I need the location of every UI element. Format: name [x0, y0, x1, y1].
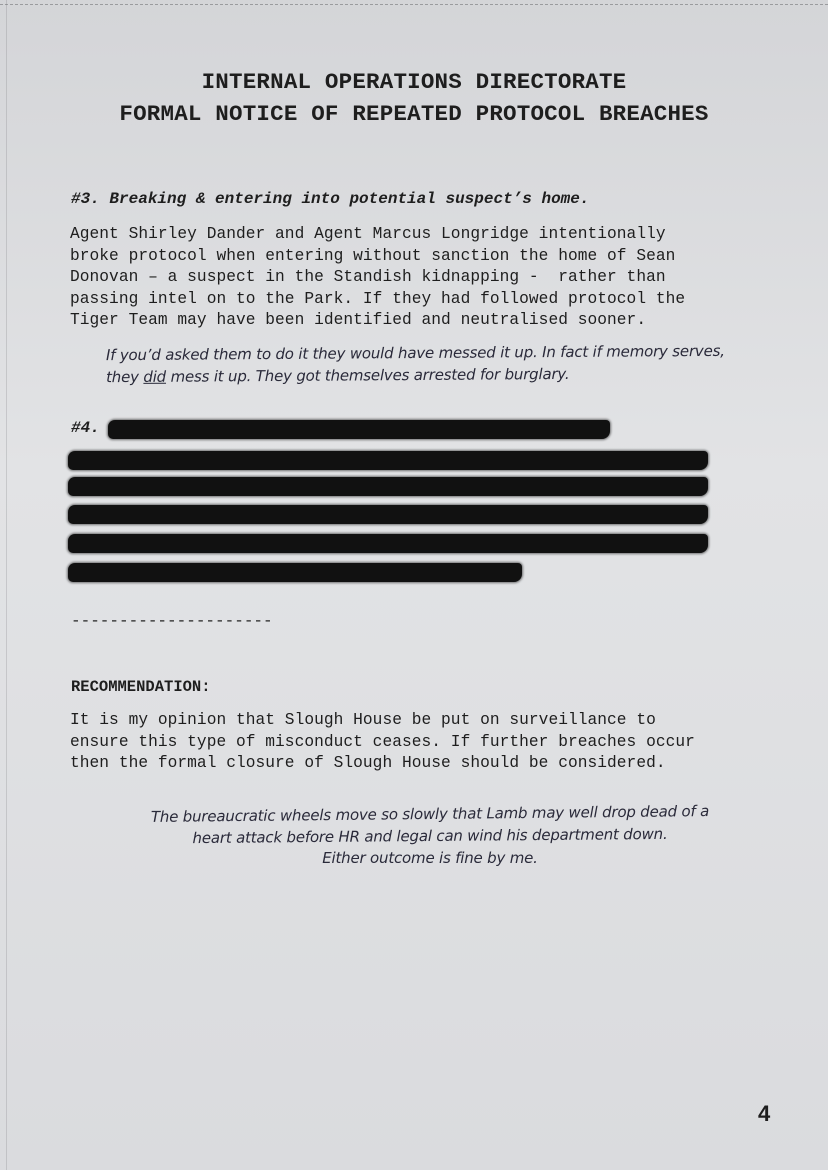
note-text-before: they	[106, 367, 144, 387]
recommendation-title: RECOMMENDATION:	[71, 678, 211, 696]
recommendation-handwritten-note	[100, 803, 760, 869]
heading-line-1: INTERNAL OPERATIONS DIRECTORATE	[201, 69, 627, 95]
section-divider: ---------------------	[71, 612, 273, 630]
page-left-edge	[6, 0, 7, 1170]
redaction-bar	[68, 534, 708, 553]
redaction-bar	[68, 451, 708, 470]
underlined-word: did	[143, 367, 167, 386]
redaction-bar	[68, 505, 708, 524]
recommendation-body: It is my opinion that Slough House be put on surveillance to ensure this type of misconduct ceases. If further breaches occur then the formal closure of Slough House should be considered.	[70, 711, 695, 773]
redaction-bar	[68, 477, 708, 496]
handwritten-note-line-2: heart attack before HR and legal can wind his department down.	[192, 824, 668, 848]
redaction-bar	[108, 420, 610, 439]
heading-line-2: FORMAL NOTICE OF REPEATED PROTOCOL BREACHES	[119, 101, 709, 127]
item-3-title: #3. Breaking & entering into potential suspect’s home.	[71, 190, 590, 208]
page-number: 4	[758, 1101, 771, 1126]
handwritten-note-line-2	[106, 362, 725, 388]
page-top-edge	[0, 4, 828, 5]
item-4-label: #4.	[71, 419, 100, 437]
item-3-body: Agent Shirley Dander and Agent Marcus Longridge intentionally broke protocol when entering without sanction the home of Sean Donovan – a suspect in the Standish kidnapping - rather than passing intel on to the Park. If they had followed protocol the Tiger Team may have been identified and neutralised sooner.	[70, 225, 686, 330]
handwritten-note-line-1: If you’d asked them to do it they would have messed it up. In fact if memory serves,	[105, 341, 725, 365]
item-3-handwritten-note	[106, 340, 725, 388]
redaction-bar	[68, 563, 522, 582]
handwritten-note-line-1: The bureaucratic wheels move so slowly that Lamb may well drop dead of a	[150, 802, 710, 826]
document-heading	[0, 66, 828, 130]
handwritten-note-line-3: Either outcome is fine by me.	[322, 849, 538, 867]
note-text-after: mess it up. They got themselves arrested for burglary.	[165, 364, 570, 386]
